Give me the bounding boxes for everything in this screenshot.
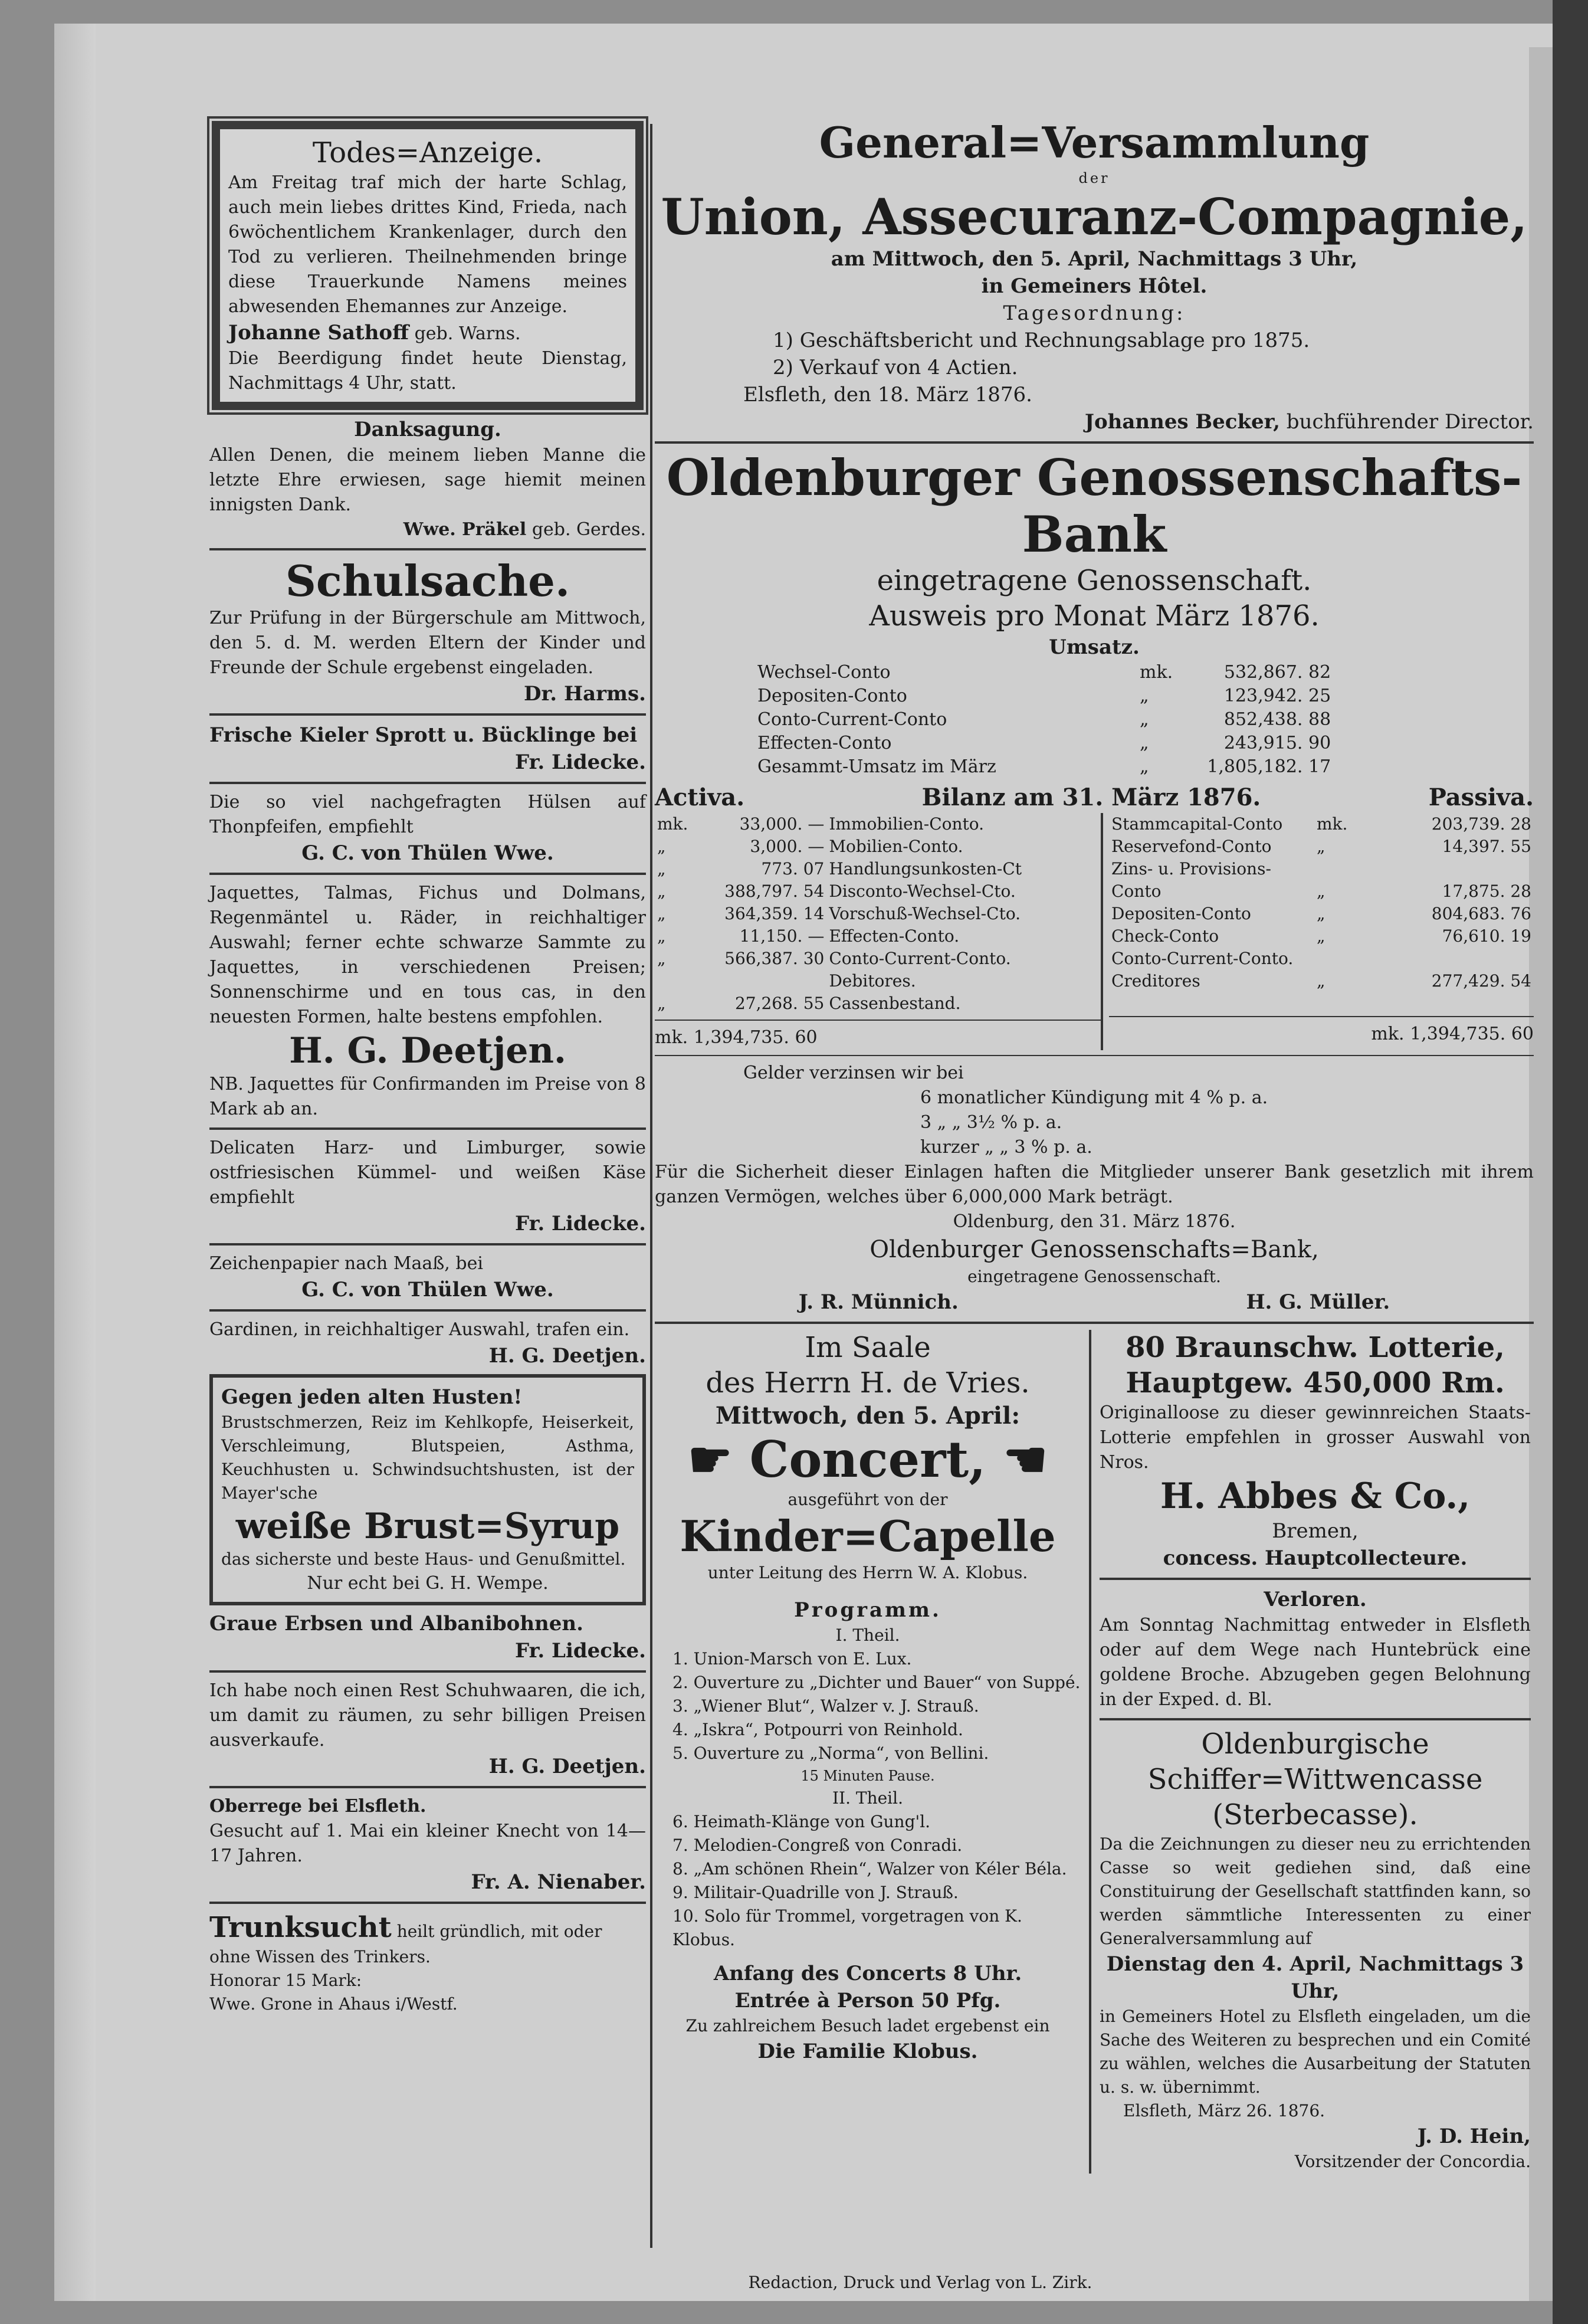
sprott-signer: Fr. Lidecke. <box>515 750 646 774</box>
table-cell: Gesammt-Umsatz im März <box>757 756 996 777</box>
zeichen-ad <box>209 1251 646 1303</box>
union-agenda-title: Tagesordnung: <box>1003 301 1186 325</box>
program-item: 10. Solo für Trommel, vorgetragen von K. Klobus. <box>672 1906 1022 1949</box>
table-cell: Immobilien-Conto. <box>829 814 985 834</box>
bank-note: Für die Sicherheit dieser Einlagen haften die Mitglieder unserer Bank gesetzlich mit ihrem ganzen Vermögen, welches über 6,000,000 Mark beträgt. <box>655 1162 1534 1207</box>
concert-invite: Zu zahlreichem Besuch ladet ergebenst ein <box>685 2016 1050 2035</box>
union-company-b: Assecuranz-Compagnie, <box>862 188 1528 246</box>
zeichen-signer: G. C. von Thülen Wwe. <box>301 1278 554 1302</box>
dank-title: Danksagung. <box>354 418 501 441</box>
concert-l5: unter Leitung des Herrn W. A. Klobus. <box>707 1563 1028 1582</box>
kaese-signer: Fr. Lidecke. <box>515 1212 646 1235</box>
program-item: 7. Melodien-Congreß von Conradi. <box>672 1835 963 1855</box>
lotterie-role: concess. Hauptcollecteure. <box>1163 1546 1468 1570</box>
table-cell: 532,867. 82 <box>1223 662 1331 683</box>
separator <box>655 1020 1101 1021</box>
todes-body: Am Freitag traf mich der harte Schlag, auch mein liebes drittes Kind, Frieda, nach 6wöchentlichem Krankenlager, durch den Tod zu verlieren. Theilnehmenden bringe diese Trauerkunde Namens meines abwesenden Ehemannes zur Anzeige. <box>228 172 627 317</box>
table-row <box>1109 858 1534 903</box>
table-cell: „ <box>1317 904 1325 923</box>
table-row <box>1109 835 1534 858</box>
kaese-ad <box>209 1136 646 1237</box>
passiva-total: mk. 1,394,735. 60 <box>1371 1024 1534 1044</box>
concert-l4: ausgeführt von der <box>788 1490 948 1509</box>
gardinen-signer: H. G. Deetjen. <box>488 1344 646 1368</box>
table-cell: Depositen-Conto <box>1111 904 1251 923</box>
table-cell: 3,000. — <box>750 837 825 856</box>
table-cell: Depositen-Conto <box>757 686 907 706</box>
table-cell: „ <box>1317 971 1325 991</box>
separator <box>209 1243 646 1245</box>
table-cell: Zins- u. Provisions-Conto <box>1111 859 1271 901</box>
union-headline: General=Versammlung <box>819 117 1370 168</box>
concert-ad <box>655 1330 1091 2174</box>
table-row <box>755 732 1333 755</box>
separator <box>209 1670 646 1673</box>
erbsen-ad <box>209 1610 646 1664</box>
table-row <box>1109 903 1534 925</box>
separator <box>655 1322 1534 1324</box>
activa-total: mk. 1,394,735. 60 <box>655 1027 818 1048</box>
table-row <box>755 661 1333 684</box>
table-cell: 243,915. 90 <box>1223 733 1331 753</box>
trunk-title: Trunksucht <box>209 1911 392 1944</box>
huelsen-ad <box>209 790 646 867</box>
union-signer-role: buchführender Director. <box>1286 410 1534 434</box>
union-signer: Johannes Becker, <box>1084 410 1280 434</box>
table-cell: „ <box>657 837 666 856</box>
union-where: in Gemeiners Hôtel. <box>981 274 1208 298</box>
table-cell: „ <box>657 904 666 923</box>
schul-signer: Dr. Harms. <box>524 682 646 706</box>
program-part2: II. Theil. <box>832 1788 903 1808</box>
program-item: 4. „Iskra“, Potpourri von Reinhold. <box>672 1720 963 1739</box>
separator <box>655 441 1534 444</box>
table-cell: Wechsel-Conto <box>757 662 891 683</box>
concert-title: Concert, <box>749 1430 986 1489</box>
table-cell: Conto-Current-Conto. Debitores. <box>829 949 1011 991</box>
table-cell: 17,875. 28 <box>1442 881 1531 901</box>
jaquettes-body: Jaquettes, Talmas, Fichus und Dolmans, Regenmäntel u. Räder, in reichhaltiger Auswahl; ferner echte schwarze Sammte zu Jaquettes, in verschiedenen Preisen; Sonnenschirme und en tous cas, in den neuesten Formen, halte bestens empfohlen. <box>209 883 646 1027</box>
table-cell: 33,000. — <box>739 814 825 834</box>
table-cell: „ <box>1140 733 1149 753</box>
schiffer-body2: in Gemeiners Hotel zu Elsfleth eingeladen, um die Sache des Weiteren zu besprechen und ein Comité zu wählen, welches die Ausarbeitung der Statuten u. s. w. übernimmt. <box>1100 2007 1531 2097</box>
lower-right <box>655 1330 1534 2174</box>
union-when: am Mittwoch, den 5. April, Nachmittags 3 Uhr, <box>831 247 1358 271</box>
union-agenda-2: 2) Verkauf von 4 Actien. <box>773 356 1018 379</box>
table-cell: 277,429. 54 <box>1431 971 1531 991</box>
table-cell: 11,150. — <box>739 926 825 946</box>
activa-table <box>655 813 1101 1015</box>
activa-title: Activa. <box>655 784 745 811</box>
program-item: 2. Ouverture zu „Dichter und Bauer“ von Suppé. <box>672 1673 1081 1692</box>
separator <box>209 548 646 550</box>
trunksucht-ad <box>209 1910 646 2016</box>
dank-signer-note: geb. Gerdes. <box>531 519 646 540</box>
table-cell: 14,397. 55 <box>1442 837 1531 856</box>
schiffer-date: Dienstag den 4. April, Nachmittags 3 Uhr, <box>1106 1952 1524 2003</box>
table-cell: 852,438. 88 <box>1223 709 1331 730</box>
table-cell: Check-Conto <box>1111 926 1219 946</box>
table-cell: „ <box>1140 686 1149 706</box>
passiva-table <box>1109 813 1534 992</box>
zeichen-body: Zeichenpapier nach Maaß, bei <box>209 1253 483 1274</box>
table-cell: „ <box>1140 709 1149 730</box>
danksagung <box>209 416 646 542</box>
umsatz-table <box>755 661 1333 779</box>
bank-sign-sub: eingetragene Genossenschaft. <box>967 1267 1221 1286</box>
todes-anzeige <box>212 121 644 410</box>
schiffer-ad <box>1100 1726 1531 2174</box>
husten-title: Gegen jeden alten Husten! <box>221 1385 523 1409</box>
bank-signer-a: J. R. Münnich. <box>798 1290 959 1314</box>
lotterie-ad <box>1100 1330 1531 1572</box>
schiffer-signer: J. D. Hein, <box>1417 2125 1531 2148</box>
concert-l1: Im Saale <box>805 1331 931 1364</box>
table-row <box>655 813 1101 835</box>
erbsen-signer: Fr. Lidecke. <box>515 1639 646 1663</box>
separator <box>655 1055 1534 1056</box>
bilanz <box>655 813 1534 1050</box>
schuh-body: Ich habe noch einen Rest Schuhwaaren, die ich, um damit zu räumen, zu sehr billigen Preisen ausverkaufe. <box>209 1680 646 1751</box>
separator <box>1100 1718 1531 1720</box>
schiffer-body: Da die Zeichnungen zu dieser neu zu errichtenden Casse so weit gediehen sind, daß eine Constituirung der Gesellschaft stattfinden kann, so werden sämmtliche Interessenten zu einer Generalversammlung auf <box>1100 1834 1531 1948</box>
todes-title: Todes=Anzeige. <box>312 136 543 169</box>
table-cell: Vorschuß-Wechsel-Cto. <box>829 904 1021 923</box>
sprott-ad <box>209 722 646 776</box>
table-row <box>655 858 1101 880</box>
schul-body: Zur Prüfung in der Bürgerschule am Mittwoch, den 5. d. M. werden Eltern der Kinder und Freunde der Schule ergebenst eingeladen. <box>209 608 646 678</box>
union-der: der <box>1078 170 1110 186</box>
bank-umsatz-title: Umsatz. <box>1049 635 1140 659</box>
table-row <box>655 903 1101 925</box>
schuh-ad <box>209 1679 646 1780</box>
table-cell: Mobilien-Conto. <box>829 837 963 856</box>
dank-body: Allen Denen, die meinem lieben Manne die letzte Ehre erwiesen, sage hiemit meinen innigsten Dank. <box>209 445 646 515</box>
table-row <box>755 684 1333 708</box>
table-cell: „ <box>657 949 666 968</box>
program-title: Programm. <box>794 1598 941 1622</box>
jaquettes-nb: NB. Jaquettes für Confirmanden im Preise von 8 Mark ab an. <box>209 1074 646 1119</box>
separator <box>1109 1016 1534 1017</box>
scan-border <box>1553 0 1588 2324</box>
todes-signer-note: geb. Warns. <box>414 323 521 344</box>
table-cell: „ <box>657 859 666 879</box>
table-cell: 804,683. 76 <box>1431 904 1531 923</box>
sprott-body: Frische Kieler Sprott u. Bücklinge bei <box>209 723 638 747</box>
separator <box>209 782 646 784</box>
bilanz-title: Bilanz am 31. März 1876. <box>921 784 1261 811</box>
pointing-hand-right-icon: ☛ <box>688 1430 733 1489</box>
table-cell: Disconto-Wechsel-Cto. <box>829 881 1016 901</box>
concert-signer: Die Familie Klobus. <box>757 2040 978 2063</box>
table-cell: 123,942. 25 <box>1223 686 1331 706</box>
separator <box>209 1786 646 1788</box>
jaquettes-signer: H. G. Deetjen. <box>289 1030 566 1071</box>
table-cell: „ <box>1317 837 1325 856</box>
table-cell: Conto-Current-Conto <box>757 709 947 730</box>
union-place-date: Elsfleth, den 18. März 1876. <box>743 383 1032 407</box>
program-item: 8. „Am schönen Rhein“, Walzer von Kéler Béla. <box>672 1859 1067 1879</box>
concert-l2: des Herrn H. de Vries. <box>706 1366 1030 1399</box>
bank-report: Ausweis pro Monat März 1876. <box>869 599 1320 632</box>
table-cell: 1,805,182. 17 <box>1207 756 1331 777</box>
concert-l3: Mittwoch, den 5. April: <box>715 1402 1021 1430</box>
table-row <box>655 948 1101 992</box>
table-cell: Stammcapital-Conto <box>1111 814 1283 834</box>
knecht-body: Gesucht auf 1. Mai ein kleiner Knecht von 14—17 Jahren. <box>209 1821 646 1866</box>
table-row <box>755 755 1333 779</box>
table-cell: 76,610. 19 <box>1442 926 1531 946</box>
trunk-fee: Honorar 15 Mark: <box>209 1971 362 1990</box>
table-cell: „ <box>1140 756 1149 777</box>
separator <box>209 1309 646 1312</box>
table-cell: 364,359. 14 <box>724 904 825 923</box>
schiffer-place-date: Elsfleth, März 26. 1876. <box>1123 2101 1325 2120</box>
union-company-a: Union, <box>661 188 846 246</box>
dank-signer: Wwe. Präkel <box>403 519 527 540</box>
bank-subtitle: eingetragene Genossenschaft. <box>877 564 1312 597</box>
passiva-title: Passiva. <box>1428 784 1534 811</box>
bank-sign-name: Oldenburger Genossenschafts=Bank, <box>870 1236 1319 1263</box>
trunk-body: heilt gründlich, mit oder ohne Wissen des Trinkers. <box>209 1922 602 1966</box>
separator <box>1100 1578 1531 1580</box>
jaquettes-ad <box>209 881 646 1122</box>
table-cell: Effecten-Conto. <box>829 926 960 946</box>
lotterie-l2: Hauptgew. 450,000 Rm. <box>1126 1366 1505 1399</box>
imprint: Redaction, Druck und Verlag von L. Zirk. <box>748 2273 1092 2292</box>
husten-seller: Nur echt bei G. H. Wempe. <box>307 1573 549 1594</box>
schuh-signer: H. G. Deetjen. <box>488 1755 646 1778</box>
verloren-ad <box>1100 1586 1531 1712</box>
schiffer-title: Oldenburgische Schiffer=Wittwencasse (Sterbecasse). <box>1147 1728 1483 1831</box>
separator <box>209 1127 646 1130</box>
trunk-signer: Wwe. Grone in Ahaus i/Westf. <box>209 1994 458 2014</box>
knecht-signer: Fr. A. Nienaber. <box>471 1870 646 1894</box>
huelsen-body: Die so viel nachgefragten Hülsen auf Thonpfeifen, empfiehlt <box>209 792 646 837</box>
lotterie-city: Bremen, <box>1272 1519 1359 1543</box>
table-cell: Handlungsunkosten-Ct <box>829 859 1022 879</box>
separator <box>209 713 646 716</box>
husten-product: weiße Brust=Syrup <box>235 1506 620 1547</box>
verloren-title: Verloren. <box>1264 1588 1367 1611</box>
table-cell: 773. 07 <box>761 859 825 879</box>
table-row <box>1109 813 1534 835</box>
concert-start: Anfang des Concerts 8 Uhr. <box>713 1962 1022 1985</box>
table-cell: Effecten-Conto <box>757 733 892 753</box>
separator <box>209 1902 646 1904</box>
right-column <box>655 118 1534 2174</box>
bank-signer-b: H. G. Müller. <box>1246 1290 1390 1314</box>
union-agenda-1: 1) Geschäftsbericht und Rechnungsablage pro 1875. <box>773 329 1310 352</box>
table-row <box>655 880 1101 903</box>
column-divider <box>650 124 652 2248</box>
program-item: 6. Heimath-Klänge von Gung'l. <box>672 1812 931 1831</box>
lotterie-firm: H. Abbes & Co., <box>1160 1476 1471 1517</box>
table-row <box>1109 948 1534 992</box>
union-ad <box>655 118 1534 435</box>
table-cell: 27,268. 55 <box>734 994 825 1013</box>
table-cell: mk. <box>657 814 688 834</box>
table-row <box>655 835 1101 858</box>
schul-title: Schulsache. <box>285 556 570 606</box>
table-cell: „ <box>657 926 666 946</box>
pointing-hand-left-icon: ☚ <box>1003 1430 1048 1489</box>
todes-signer: Johanne Sathoff <box>228 321 409 345</box>
program-item: 1. Union-Marsch von E. Lux. <box>672 1649 912 1669</box>
rate-1: 6 monatlicher Kündigung mit 4 % p. a. <box>920 1087 1268 1108</box>
kaese-body: Delicaten Harz- und Limburger, sowie ostfriesischen Kümmel- und weißen Käse empfiehlt <box>209 1138 646 1208</box>
bank-place-date: Oldenburg, den 31. März 1876. <box>953 1211 1236 1232</box>
lotterie-body: Originalloose zu dieser gewinnreichen Staats-Lotterie empfehlen in grosser Auswahl von Nros. <box>1100 1402 1531 1473</box>
todes-funeral: Die Beerdigung findet heute Dienstag, Nachmittags 4 Uhr, statt. <box>228 348 627 394</box>
husten-body2: das sicherste und beste Haus- und Genußmittel. <box>221 1549 626 1569</box>
rates-intro: Gelder verzinsen wir bei <box>743 1063 964 1083</box>
table-row <box>1109 925 1534 948</box>
table-cell: mk. <box>1317 814 1348 834</box>
table-cell: Conto-Current-Conto. Creditores <box>1111 949 1294 991</box>
table-cell: 388,797. 54 <box>724 881 825 901</box>
table-cell: „ <box>1317 926 1325 946</box>
program-part1: I. Theil. <box>835 1625 900 1645</box>
page-binding <box>54 24 96 2301</box>
table-cell: Cassenbestand. <box>829 994 961 1013</box>
concert-band: Kinder=Capelle <box>680 1511 1056 1561</box>
erbsen-body: Graue Erbsen und Albanibohnen. <box>209 1612 583 1635</box>
rate-3: kurzer „ „ 3 % p. a. <box>920 1137 1092 1158</box>
table-cell: „ <box>657 881 666 901</box>
schulsache <box>209 556 646 707</box>
bank-title: Oldenburger Genossenschafts-Bank <box>666 448 1523 563</box>
huelsen-signer: G. C. von Thülen Wwe. <box>301 841 554 865</box>
verloren-body: Am Sonntag Nachmittag entweder in Elsfleth oder auf dem Wege nach Huntebrück eine goldene Broche. Abzugeben gegen Belohnung in der Exped. d. Bl. <box>1100 1615 1531 1710</box>
table-row <box>655 992 1101 1015</box>
table-row <box>755 708 1333 732</box>
table-cell: Reservefond-Conto <box>1111 837 1272 856</box>
table-cell: 566,387. 30 <box>724 949 825 968</box>
program-pause: 15 Minuten Pause. <box>800 1768 935 1784</box>
knecht-title: Oberrege bei Elsfleth. <box>209 1796 426 1817</box>
table-row <box>655 925 1101 948</box>
gardinen-body: Gardinen, in reichhaltiger Auswahl, trafen ein. <box>209 1319 630 1340</box>
table-cell: mk. <box>1140 662 1173 683</box>
schiffer-role: Vorsitzender der Concordia. <box>1294 2152 1531 2171</box>
table-cell: „ <box>657 994 666 1013</box>
separator <box>209 873 646 875</box>
gardinen-ad <box>209 1317 646 1369</box>
husten-body: Brustschmerzen, Reiz im Kehlkopfe, Heiserkeit, Verschleimung, Blutspeien, Asthma, Keuchhusten u. Schwindsuchtshusten, ist der Mayer'sche <box>221 1412 634 1503</box>
table-cell: „ <box>1317 881 1325 901</box>
program-item: 5. Ouverture zu „Norma“, von Bellini. <box>672 1743 989 1763</box>
husten-ad <box>209 1374 646 1605</box>
rate-2: 3 „ „ 3½ % p. a. <box>920 1112 1062 1133</box>
program-item: 3. „Wiener Blut“, Walzer v. J. Strauß. <box>672 1696 979 1716</box>
left-column <box>209 121 646 2016</box>
bank-ad <box>655 450 1534 1316</box>
knecht-ad <box>209 1794 646 1896</box>
lotterie-l1: 80 Braunschw. Lotterie, <box>1126 1331 1505 1364</box>
concert-entry: Entrée à Person 50 Pfg. <box>734 1989 1001 2012</box>
program-item: 9. Militair-Quadrille von J. Strauß. <box>672 1883 959 1902</box>
table-cell: 203,739. 28 <box>1431 814 1531 834</box>
